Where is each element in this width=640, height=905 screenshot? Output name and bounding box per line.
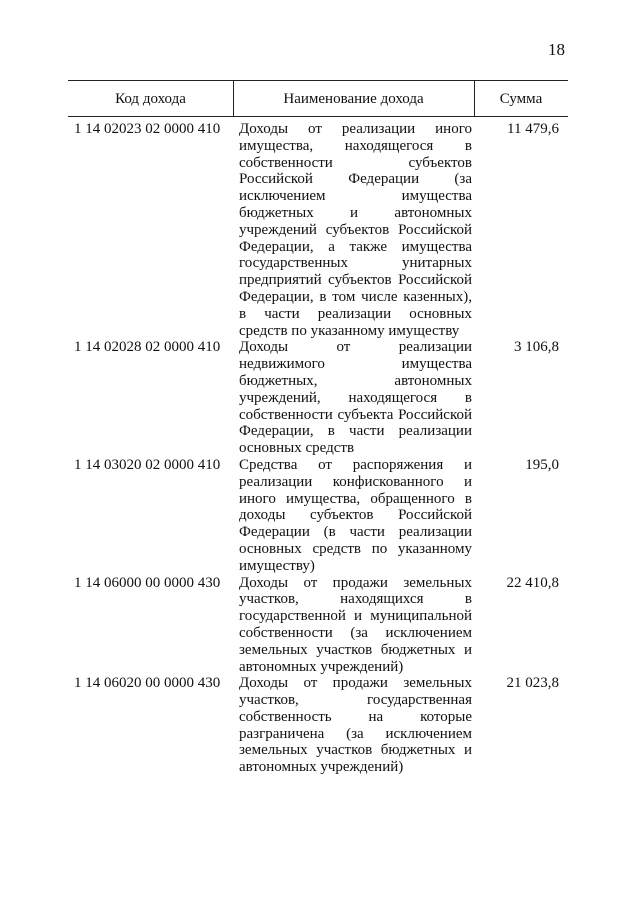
income-name: Доходы от реализации иного имущества, находящегося в собственности субъектов Российской Федерации (за исключением имущества бюджетных и автономных учреждений субъектов Российской Федерации, а также имущества государственных унитарных предприятий субъектов Российской Федерации, в том числе казенных), в части реализации основных средств по указанному имуществу: [239, 121, 472, 339]
page-number: 18: [548, 40, 565, 59]
header-code: Код дохода: [115, 91, 186, 107]
income-code: 1 14 03020 02 0000 410: [74, 456, 221, 473]
income-name: Доходы от продажи земельных участков, государственная собственность на которые разграничена (за исключением земельных участков бюджетных и автономных учреждений): [239, 675, 472, 776]
table-body: [68, 121, 568, 776]
header-amount: Сумма: [499, 91, 543, 107]
income-amount: 3 106,8: [514, 339, 559, 356]
table-row: [68, 675, 568, 776]
income-code: 1 14 02023 02 0000 410: [74, 121, 221, 137]
income-code: 1 14 06000 00 0000 430: [74, 574, 221, 591]
income-name: Средства от распоряжения и реализации конфискованного и иного имущества, обращенного в доходы субъектов Российской Федерации (в части реализации основных средств по указанному имуществу): [239, 456, 472, 574]
income-code: 1 14 02028 02 0000 410: [74, 339, 221, 356]
income-amount: 21 023,8: [506, 675, 559, 692]
header-name: Наименование дохода: [283, 91, 424, 107]
income-amount: 11 479,6: [507, 121, 559, 137]
table-row: [68, 339, 568, 457]
table-top-rule: [68, 80, 568, 81]
income-name: Доходы от продажи земельных участков, находящихся в государственной и муниципальной собственности (за исключением земельных участков бюджетных и автономных учреждений): [239, 574, 472, 675]
table-row: [68, 121, 568, 339]
table-header-rule: [68, 116, 568, 117]
income-code: 1 14 06020 00 0000 430: [74, 675, 221, 692]
income-amount: 195,0: [525, 456, 559, 473]
income-name: Доходы от реализации недвижимого имущества бюджетных, автономных учреждений, находящегося в собственности субъекта Российской Федерации, в части реализации основных средств: [239, 339, 472, 457]
table-row: [68, 457, 568, 575]
table-row: [68, 575, 568, 676]
income-amount: 22 410,8: [506, 574, 559, 591]
